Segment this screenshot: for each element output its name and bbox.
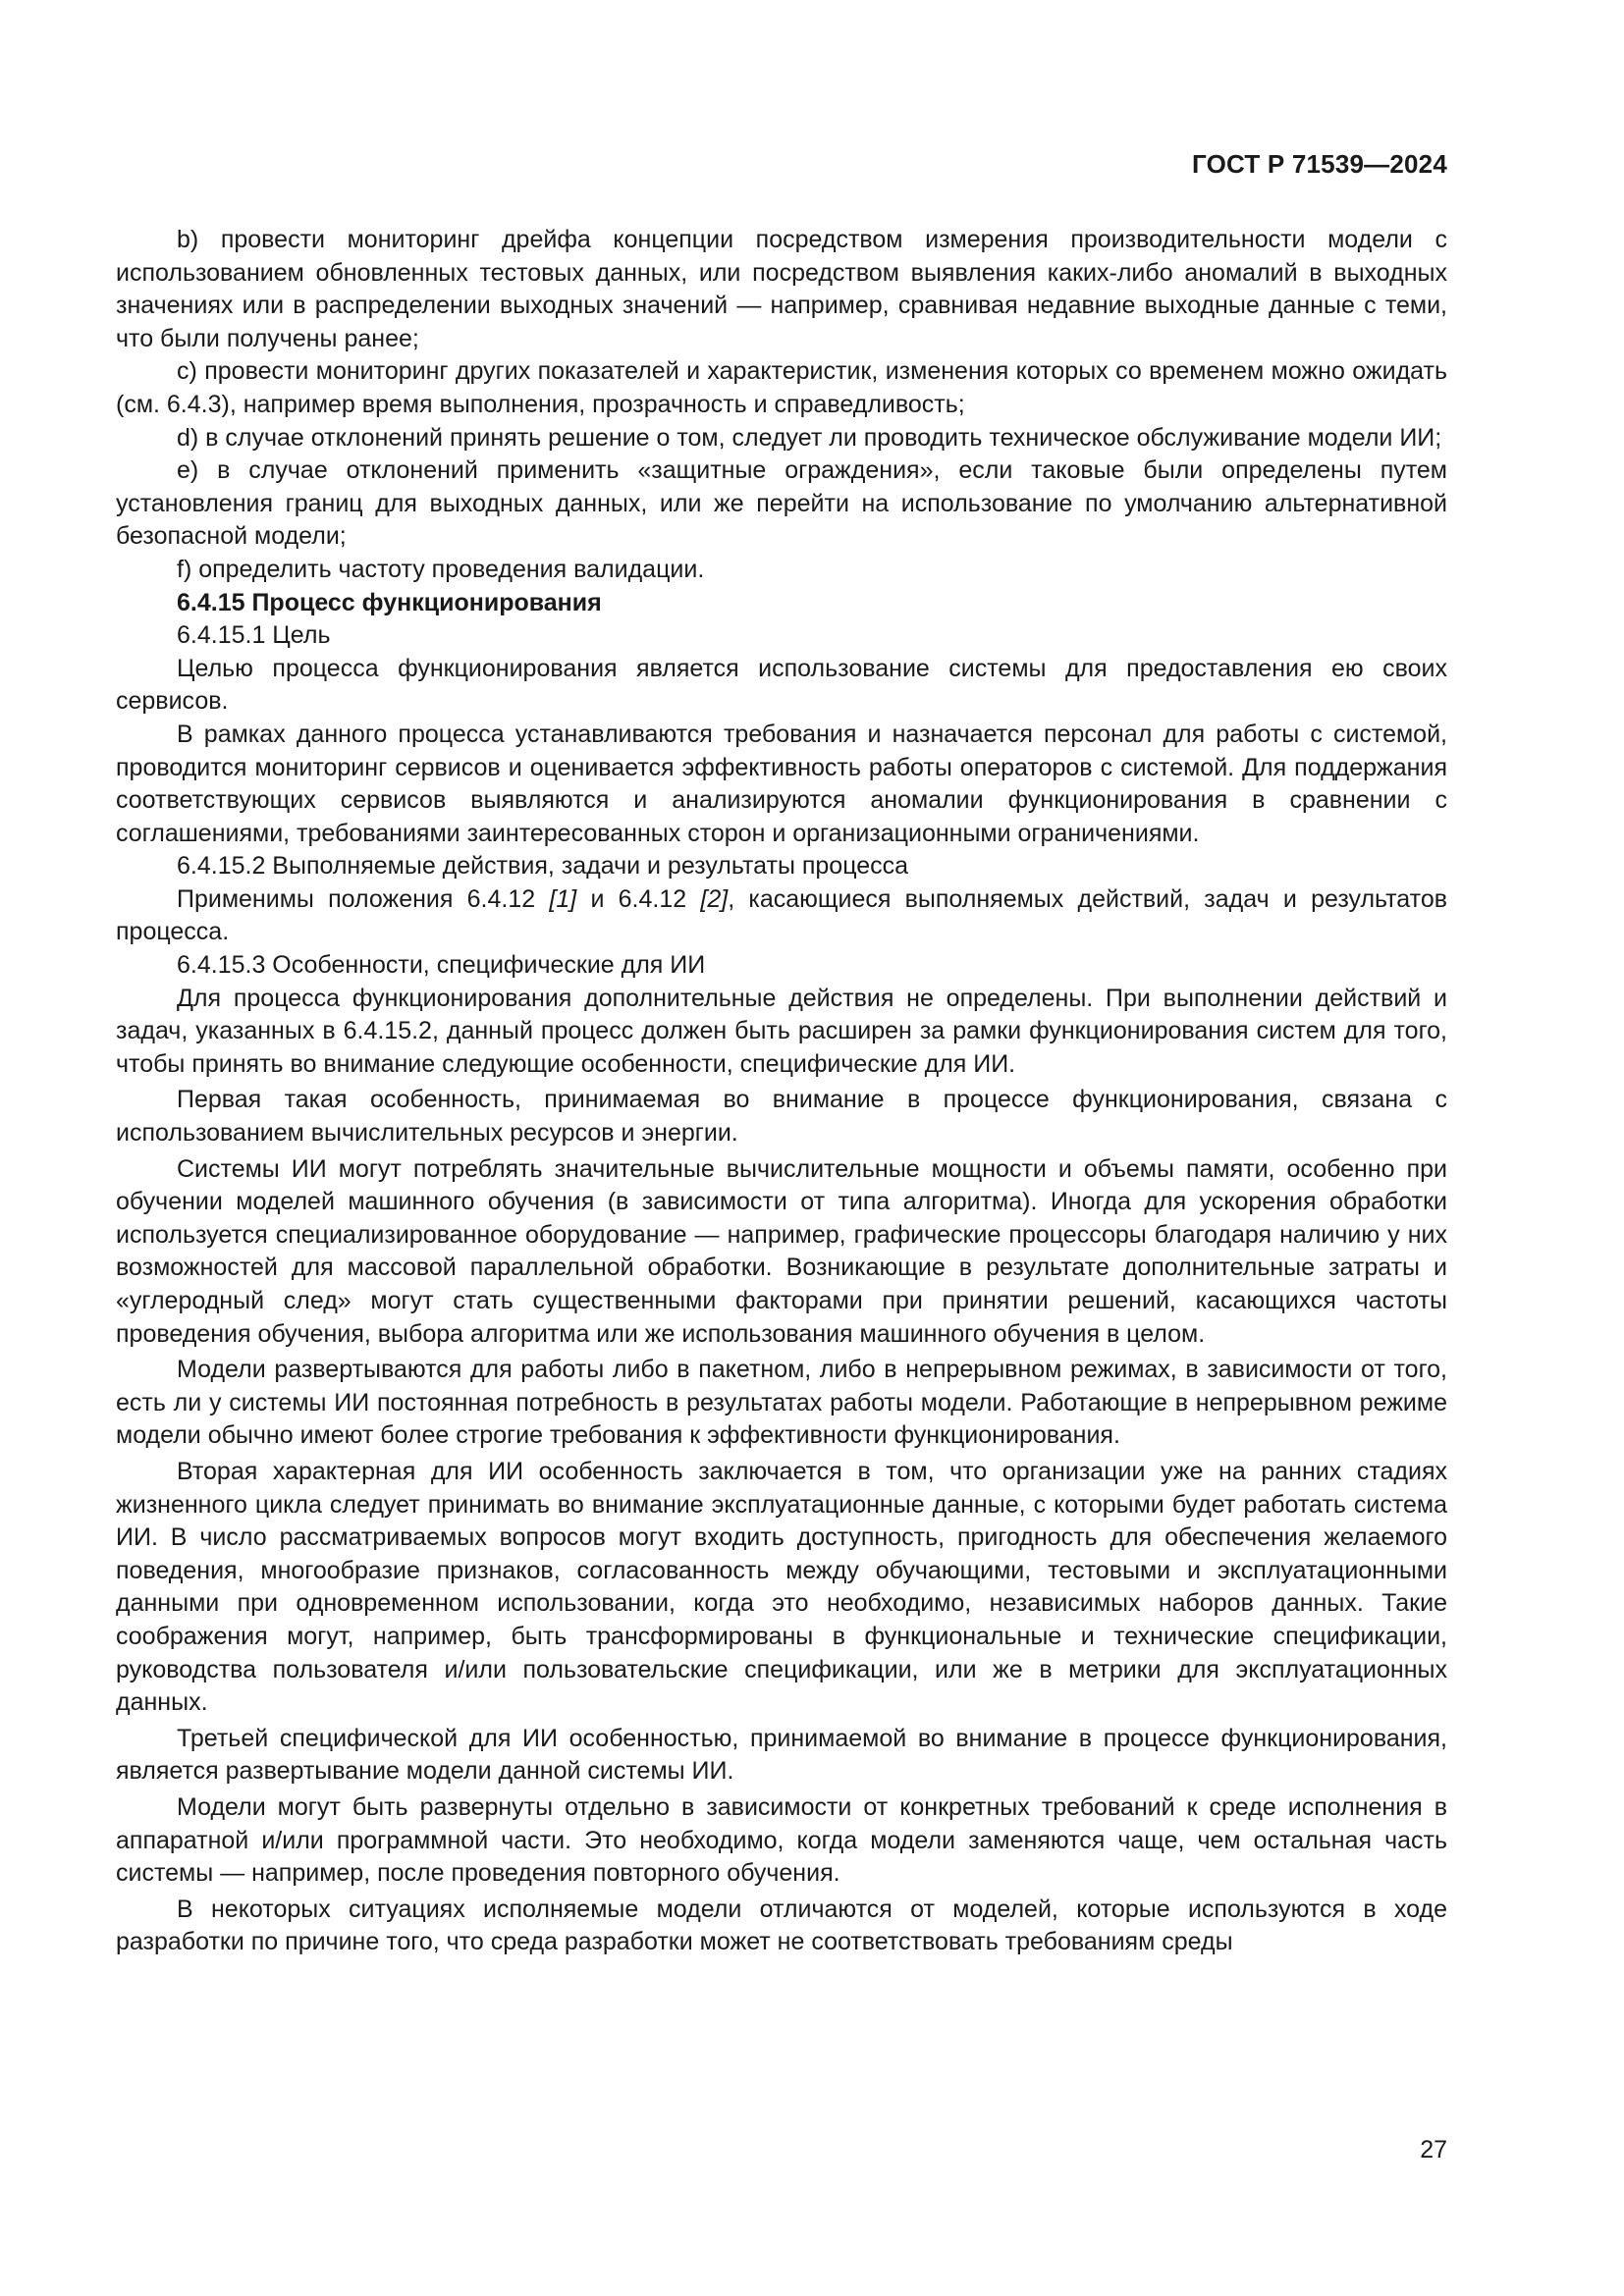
- paragraph: В некоторых ситуациях исполняемые модели отличаются от моделей, которые используются в ходе разработки по причине того, что среда разработки может не соответствовать требованиям среды: [116, 1895, 1447, 1956]
- paragraph-text: Применимы положения 6.4.12: [177, 884, 550, 913]
- list-item-b: b) провести мониторинг дрейфа концепции посредством измерения производительности модели с использованием обновленных тестовых данных, или посредством выявления каких-либо аномалий в выходных значениях или в распределении выходных значений — например, сравнивая недавние выходные данные с теми, что были получены ранее;: [116, 226, 1447, 352]
- list-item-e: e) в случае отклонений применить «защитные ограждения», если таковые были определены путем установления границ для выходных данных, или же перейти на использование по умолчанию альтернативной безопасной модели;: [116, 456, 1447, 551]
- section-heading: 6.4.15 Процесс функционирования: [177, 588, 602, 616]
- paragraph: Системы ИИ могут потреблять значительные вычислительные мощности и объемы памяти, особенно при обучении моделей машинного обучения (в зависимости от типа алгоритма). Иногда для ускорения обработки используется специализированное оборудование — например, графические процессоры благодаря наличию у них возможностей для массовой параллельной обработки. Возникающие в результате дополнительные затраты и «углеродный след» могут стать существенными факторами при принятии решений, касающихся частоты проведения обучения, выбора алгоритма или же использования машинного обучения в целом.: [116, 1154, 1447, 1348]
- standard-code-header: ГОСТ Р 71539—2024: [1192, 149, 1447, 179]
- paragraph: Первая такая особенность, принимаемая во внимание в процессе функционирования, связана с использованием вычислительных ресурсов и энергии.: [116, 1086, 1447, 1148]
- paragraph-text: , касающиеся выполняемых действий, задач и результатов процесса.: [116, 884, 1448, 946]
- subsection-title-activities: 6.4.15.2 Выполняемые действия, задачи и результаты процесса: [177, 852, 909, 881]
- paragraph-with-references: [116, 883, 1447, 949]
- paragraph: В рамках данного процесса устанавливаются требования и назначается персонал для работы с системой, проводится мониторинг сервисов и оценивается эффективность работы операторов с системой. Для поддержания соответствующих сервисов выявляются и анализируются аномалии функционирования в сравнении с соглашениями, требованиями заинтересованных сторон и организационными ограничениями.: [116, 720, 1447, 847]
- reference-2: [2]: [700, 884, 729, 913]
- page-number: 27: [1420, 2136, 1447, 2163]
- paragraph: Модели развертываются для работы либо в пакетном, либо в непрерывном режимах, в зависимости от того, есть ли у системы ИИ постоянная потребность в результатах работы модели. Работающие в непрерывном режиме модели обычно имеют более строгие требования к эффективности функционирования.: [116, 1356, 1447, 1450]
- reference-1: [1]: [549, 884, 577, 913]
- list-item-f: f) определить частоту проведения валидации.: [177, 555, 705, 583]
- paragraph: Для процесса функционирования дополнительные действия не определены. При выполнении действий и задач, указанных в 6.4.15.2, данный процесс должен быть расширен за рамки функционирования систем для того, чтобы принять во внимание следующие особенности, специфические для ИИ.: [116, 984, 1447, 1078]
- paragraph: Целью процесса функционирования является использование системы для предоставления ею своих сервисов.: [116, 654, 1447, 716]
- subsection-title-purpose: 6.4.15.1 Цель: [177, 621, 331, 650]
- paragraph: Вторая характерная для ИИ особенность заключается в том, что организации уже на ранних стадиях жизненного цикла следует принимать во внимание эксплуатационные данные, с которыми будет работать система ИИ. В число рассматриваемых вопросов могут входить доступность, пригодность для обеспечения желаемого поведения, многообразие признаков, согласованность между обучающими, тестовыми и эксплуатационными данными при одновременном использовании, когда это необходимо, независимых наборов данных. Такие соображения могут, например, быть трансформированы в функциональные и технические спецификации, руководства пользователя и/или пользовательские спецификации, или же в метрики для эксплуатационных данных.: [116, 1457, 1447, 1717]
- paragraph: Модели могут быть развернуты отдельно в зависимости от конкретных требований к среде исполнения в аппаратной и/или программной части. Это необходимо, когда модели заменяются чаще, чем остальная часть системы — например, после проведения повторного обучения.: [116, 1792, 1447, 1888]
- document-body: [116, 224, 1447, 1959]
- subsection-title-ai-specifics: 6.4.15.3 Особенности, специфические для ИИ: [177, 951, 706, 980]
- list-item-d: d) в случае отклонений принять решение о том, следует ли проводить техническое обслуживание модели ИИ;: [177, 423, 1442, 452]
- paragraph: Третьей специфической для ИИ особенностью, принимаемой во внимание в процессе функционирования, является развертывание модели данной системы ИИ.: [116, 1724, 1447, 1786]
- paragraph-text: и 6.4.12: [576, 884, 701, 913]
- list-item-c: c) провести мониторинг других показателей и характеристик, изменения которых со временем можно ожидать (см. 6.4.3), например время выполнения, прозрачность и справедливость;: [116, 357, 1447, 418]
